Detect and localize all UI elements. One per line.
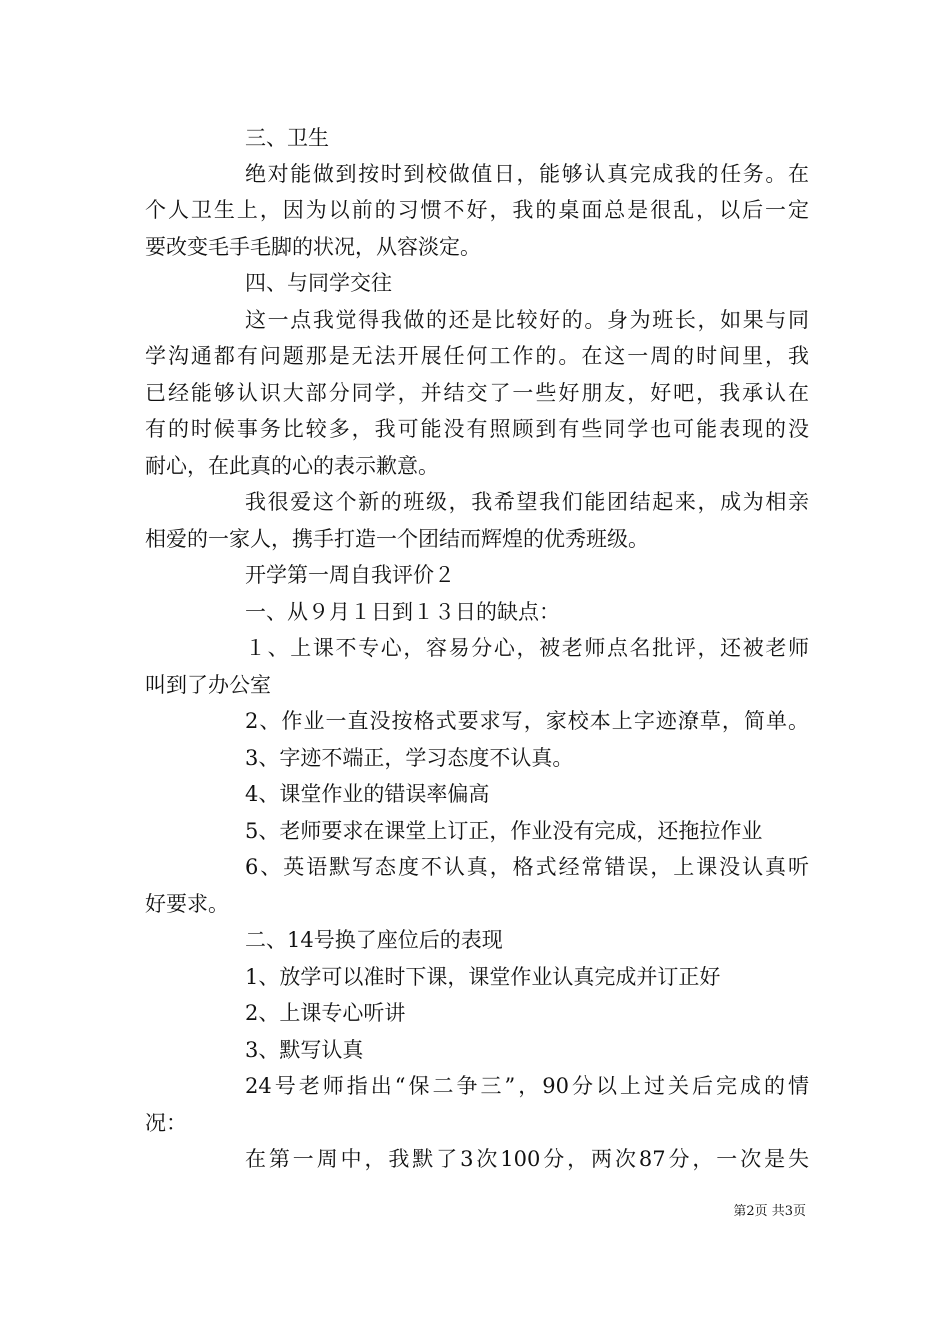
list-item: 3、默写认真	[245, 1038, 364, 1062]
list-item: 2、上课专心听讲	[245, 1001, 406, 1025]
heading-shortcomings: 一、从９月１日到１３日的缺点：	[245, 600, 560, 624]
paragraph-line: 个人卫生上，因为以前的习惯不好，我的桌面总是很乱，以后一定	[145, 198, 809, 222]
page-footer: 第2页 共3页	[733, 1204, 806, 1219]
paragraph-line: 24号老师指出“保二争三”，90分以上过关后完成的情	[245, 1074, 809, 1098]
list-item: 4、课堂作业的错误率偏高	[245, 782, 490, 806]
paragraph-line: 我很爱这个新的班级，我希望我们能团结起来，成为相亲	[245, 490, 809, 514]
section-title: 开学第一周自我评价２	[245, 563, 455, 587]
list-item: １、上课不专心，容易分心，被老师点名批评，还被老师	[245, 636, 809, 660]
paragraph-line: 已经能够认识大部分同学，并结交了一些好朋友，好吧，我承认在	[145, 381, 809, 405]
paragraph-line: 有的时候事务比较多，我可能没有照顾到有些同学也可能表现的没	[145, 417, 809, 441]
paragraph-line: 相爱的一家人，携手打造一个团结而辉煌的优秀班级。	[145, 527, 649, 551]
paragraph-line: 绝对能做到按时到校做值日，能够认真完成我的任务。在	[245, 162, 809, 186]
list-item-continued: 叫到了办公室	[145, 673, 271, 697]
paragraph-line: 这一点我觉得我做的还是比较好的。身为班长，如果与同	[245, 308, 809, 332]
paragraph-line: 要改变毛手毛脚的状况，从容淡定。	[145, 235, 481, 259]
paragraph-line: 在第一周中，我默了3次100分，两次87分，一次是失	[245, 1147, 809, 1171]
heading-after-seat-change: 二、14号换了座位后的表现	[245, 928, 503, 952]
paragraph-line: 耐心，在此真的心的表示歉意。	[145, 454, 439, 478]
list-item: 5、老师要求在课堂上订正，作业没有完成，还拖拉作业	[245, 819, 763, 843]
list-item: 3、字迹不端正，学习态度不认真。	[245, 746, 574, 770]
list-item: 2、作业一直没按格式要求写，家校本上字迹潦草，简单。	[245, 709, 809, 733]
paragraph-line: 学沟通都有问题那是无法开展任何工作的。在这一周的时间里，我	[145, 344, 809, 368]
heading-classmates: 四、与同学交往	[245, 271, 392, 295]
heading-hygiene: 三、卫生	[245, 126, 329, 150]
list-item: 1、放学可以准时下课，课堂作业认真完成并订正好	[245, 965, 721, 989]
list-item-continued: 好要求。	[145, 892, 229, 916]
list-item: 6、英语默写态度不认真，格式经常错误，上课没认真听	[245, 855, 809, 879]
paragraph-line: 况：	[145, 1111, 187, 1135]
